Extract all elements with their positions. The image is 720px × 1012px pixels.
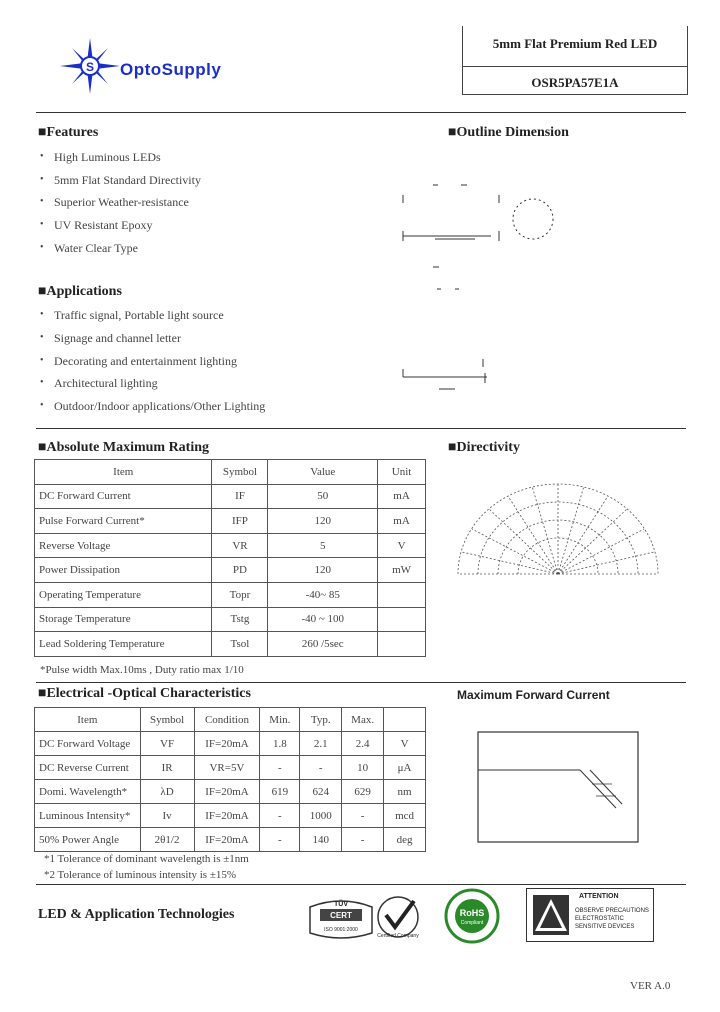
table-row (35, 509, 426, 534)
esd-attention-label (526, 888, 654, 942)
header-cell: Symbol (140, 708, 194, 732)
rohs-logo (436, 886, 508, 946)
rohs-badge-icon (436, 886, 508, 946)
table-row (35, 558, 426, 583)
cell: DC Forward Voltage (35, 732, 141, 756)
directivity-title: ■Directivity (448, 440, 520, 455)
cell: - (260, 828, 300, 852)
cell: 1.8 (260, 732, 300, 756)
cell: 624 (300, 780, 342, 804)
table-row (35, 632, 426, 657)
cell: V (378, 533, 426, 558)
cell: 629 (342, 780, 384, 804)
header-cell: Min. (260, 708, 300, 732)
tuv-cert-logo (306, 893, 376, 943)
cell: mW (378, 558, 426, 583)
cell: λD (140, 780, 194, 804)
attention-line: SENSITIVE DEVICES (575, 924, 635, 930)
cell: V (384, 732, 426, 756)
header-cell: Max. (342, 708, 384, 732)
table-row (35, 732, 426, 756)
eoc-note: *1 Tolerance of dominant wavelength is ±1nm (44, 853, 249, 865)
amr-title: ■Absolute Maximum Rating (38, 440, 210, 455)
cell: - (342, 804, 384, 828)
cell: 1000 (300, 804, 342, 828)
tuv-cert-icon (306, 893, 376, 943)
cell: Reverse Voltage (35, 533, 212, 558)
cell: 50% Power Angle (35, 828, 141, 852)
cell: Operating Temperature (35, 582, 212, 607)
cell: Iv (140, 804, 194, 828)
cell: IFP (212, 509, 268, 534)
part-number: OSR5PA57E1A (531, 75, 619, 90)
cell: -40~ 85 (268, 582, 378, 607)
header-cell: Condition (194, 708, 260, 732)
cell (378, 582, 426, 607)
brand-name: OptoSupply (120, 60, 222, 79)
cell: μA (384, 756, 426, 780)
cell: Tstg (212, 607, 268, 632)
svg-text:TÜV: TÜV (334, 901, 348, 908)
applications-title: ■Applications (38, 284, 122, 299)
cell: PD (212, 558, 268, 583)
cell: 2.1 (300, 732, 342, 756)
cell: IR (140, 756, 194, 780)
header-cell: Symbol (212, 460, 268, 485)
product-title: 5mm Flat Premium Red LED (492, 36, 658, 51)
cell: - (300, 756, 342, 780)
company-name: LED & Application Technologies (38, 907, 235, 922)
svg-text:RoHS: RoHS (459, 908, 485, 918)
cell: VR (212, 533, 268, 558)
svg-text:Compliant: Compliant (460, 920, 484, 926)
cell: 50 (268, 484, 378, 509)
table-row (35, 828, 426, 852)
eoc-note: *2 Tolerance of luminous intensity is ±15% (44, 869, 237, 881)
table-row (35, 780, 426, 804)
cell: 5 (268, 533, 378, 558)
cell: Topr (212, 582, 268, 607)
cell: 619 (260, 780, 300, 804)
cell: IF=20mA (194, 828, 260, 852)
attention-lines (575, 907, 649, 931)
cell: IF=20mA (194, 732, 260, 756)
brand-star-icon (52, 38, 128, 94)
cell: VF (140, 732, 194, 756)
footer-rule (36, 884, 686, 885)
table-header-row (35, 460, 426, 485)
features-title: ■Features (38, 125, 99, 140)
eoc-title: ■Electrical -Optical Characteristics (38, 686, 251, 701)
cell (378, 632, 426, 657)
table-row (35, 607, 426, 632)
mid-rule (36, 428, 686, 429)
header-cell: Unit (378, 460, 426, 485)
cell (378, 607, 426, 632)
cell: 120 (268, 509, 378, 534)
header-cell: Item (35, 460, 212, 485)
table-row (35, 533, 426, 558)
amr-note: *Pulse width Max.10ms , Duty ratio max 1/10 (40, 664, 244, 676)
svg-text:ISO 9001:2000: ISO 9001:2000 (324, 927, 358, 933)
checkmark-badge-icon (370, 893, 428, 941)
outline-drawing (395, 175, 565, 395)
cell: -40 ~ 100 (268, 607, 378, 632)
cell: mcd (384, 804, 426, 828)
application-item: • Outdoor/Indoor applications/Other Lighting (54, 399, 265, 414)
feature-item: • UV Resistant Epoxy (54, 218, 152, 233)
cell: 120 (268, 558, 378, 583)
eoc-table (34, 707, 426, 852)
header-rule (36, 112, 686, 113)
cell: Storage Temperature (35, 607, 212, 632)
svg-text:S: S (85, 60, 95, 74)
table-row (35, 756, 426, 780)
cell: Domi. Wavelength* (35, 780, 141, 804)
feature-item: • High Luminous LEDs (54, 150, 161, 165)
cell: 2θ1/2 (140, 828, 194, 852)
application-item: • Signage and channel letter (54, 331, 181, 346)
cell: - (342, 828, 384, 852)
eoc-rule (36, 682, 686, 683)
cell: DC Reverse Current (35, 756, 141, 780)
cell: 10 (342, 756, 384, 780)
header-cell: Typ. (300, 708, 342, 732)
table-row (35, 804, 426, 828)
brand-logo-mark (52, 38, 128, 94)
cell: Lead Soldering Temperature (35, 632, 212, 657)
cell: IF (212, 484, 268, 509)
header-cell: Value (268, 460, 378, 485)
table-row (35, 582, 426, 607)
feature-item: • 5mm Flat Standard Directivity (54, 173, 201, 188)
cell: Luminous Intensity* (35, 804, 141, 828)
amr-table (34, 459, 426, 657)
attention-line: OBSERVE PRECAUTIONS (575, 908, 649, 914)
directivity-chart (452, 478, 664, 578)
svg-text:CERT: CERT (330, 911, 352, 920)
cell: 2.4 (342, 732, 384, 756)
mfc-chart (472, 722, 642, 850)
feature-item: • Superior Weather-resistance (54, 195, 189, 210)
cell: Power Dissipation (35, 558, 212, 583)
cell: VR=5V (194, 756, 260, 780)
table-row (35, 484, 426, 509)
application-item: • Decorating and entertainment lighting (54, 354, 237, 369)
cell: mA (378, 509, 426, 534)
cell: IF=20mA (194, 804, 260, 828)
title-divider (463, 66, 687, 67)
application-item: • Architectural lighting (54, 376, 158, 391)
cell: DC Forward Current (35, 484, 212, 509)
cell: - (260, 804, 300, 828)
outline-title: ■Outline Dimension (448, 125, 569, 140)
cell: Pulse Forward Current* (35, 509, 212, 534)
attention-line: ELECTROSTATIC (575, 916, 624, 922)
application-item: • Traffic signal, Portable light source (54, 308, 224, 323)
cell: deg (384, 828, 426, 852)
header-cell: Item (35, 708, 141, 732)
mfc-title: Maximum Forward Current (457, 688, 610, 702)
feature-item: • Water Clear Type (54, 241, 138, 256)
version-label: VER A.0 (630, 980, 671, 992)
svg-text:Certified Company: Certified Company (377, 933, 419, 939)
cell: - (260, 756, 300, 780)
cell: IF=20mA (194, 780, 260, 804)
attention-title: ATTENTION (579, 893, 619, 900)
cell: Tsol (212, 632, 268, 657)
certified-company-logo (370, 893, 428, 941)
table-header-row (35, 708, 426, 732)
header-cell (384, 708, 426, 732)
title-box (462, 26, 688, 95)
esd-warning-icon (533, 895, 569, 935)
cell: nm (384, 780, 426, 804)
cell: mA (378, 484, 426, 509)
cell: 260 /5sec (268, 632, 378, 657)
cell: 140 (300, 828, 342, 852)
